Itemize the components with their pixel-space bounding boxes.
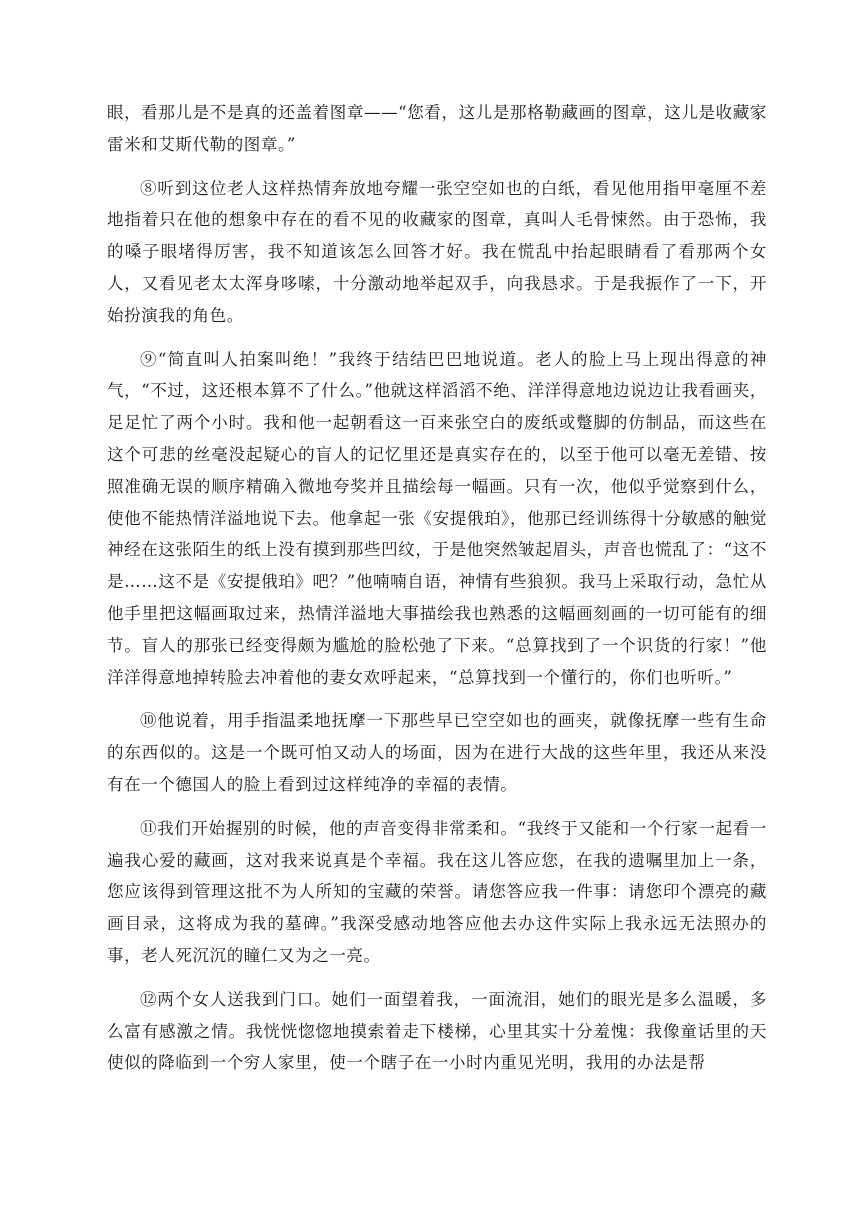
paragraph-12: ⑫两个女人送我到门口。她们一面望着我，一面流泪，她们的眼光是多么温暖，多么富有感激之情。我恍恍惚惚地摸索着走下楼梯，心里其实十分羞愧：我像童话里的天使似的降临到一个穷人家里，使一个瞎子在一小时内重见光明，我用的办法是帮 [107,989,767,1073]
paragraph-continuation: 眼，看那儿是不是真的还盖着图章——“您看，这儿是那格勒藏画的图章，这儿是收藏家雷米和艾斯代勒的图章。” [107,103,767,154]
paragraph-9: ⑨“简直叫人拍案叫绝！”我终于结结巴巴地说道。老人的脸上马上现出得意的神气，“不过，这还根本算不了什么。”他就这样滔滔不绝、洋洋得意地边说边让我看画夹，足足忙了两个小时。我和他一起朝看这一百来张空白的废纸或蹩脚的仿制品，而这些在这个可悲的丝毫没起疑心的盲人的记忆里还是真实存在的，以至于他可以毫无差错、按照准确无误的顺序精确入微地夸奖并且描绘每一幅画。只有一次，他似乎觉察到什么，使他不能热情洋溢地说下去。他拿起一张《安提俄珀》，他那已经训练得十分敏感的触觉神经在这张陌生的纸上没有摸到那些凹纹，于是他突然皱起眉头，声音也慌乱了：“这不是……这不是《安提俄珀》吧？”他喃喃自语，神情有些狼狈。我马上采取行动，急忙从他手里把这幅画取过来，热情洋溢地大事描绘我也熟悉的这幅画刻画的一切可能有的细节。盲人的那张已经变得颇为尴尬的脸松弛了下来。“总算找到了一个识货的行家！”他洋洋得意地掉转脸去冲着他的妻女欢呼起来，“总算找到一个懂行的，你们也听听。” [107,349,767,687]
paragraph-10: ⑩他说着，用手指温柔地抚摩一下那些早已空空如也的画夹，就像抚摩一些有生命的东西似的。这是一个既可怕又动人的场面，因为在进行大战的这些年里，我还从来没有在一个德国人的脸上看到过这样纯净的幸福的表情。 [107,711,767,794]
document-page [107,97,767,1091]
paragraph-8: ⑧听到这位老人这样热情奔放地夸耀一张空空如也的白纸，看见他用指甲毫厘不差地指着只在他的想象中存在的看不见的收藏家的图章，真叫人毛骨悚然。由于恐怖，我的嗓子眼堵得厉害，我不知道该怎么回答才好。我在慌乱中抬起眼睛看了看那两个女人，又看见老太太浑身哆嗦，十分激动地举起双手，向我恳求。于是我振作了一下，开始扮演我的角色。 [107,178,767,325]
paragraph-11: ⑪我们开始握别的时候，他的声音变得非常柔和。“我终于又能和一个行家一起看一遍我心爱的藏画，这对我来说真是个幸福。我在这儿答应您，在我的遗嘱里加上一条，您应该得到管理这批不为人所知的宝藏的荣誉。请您答应我一件事：请您印个漂亮的藏画目录，这将成为我的墓碑。”我深受感动地答应他去办这件实际上我永远无法照办的事，老人死沉沉的瞳仁又为之一亮。 [107,818,767,965]
